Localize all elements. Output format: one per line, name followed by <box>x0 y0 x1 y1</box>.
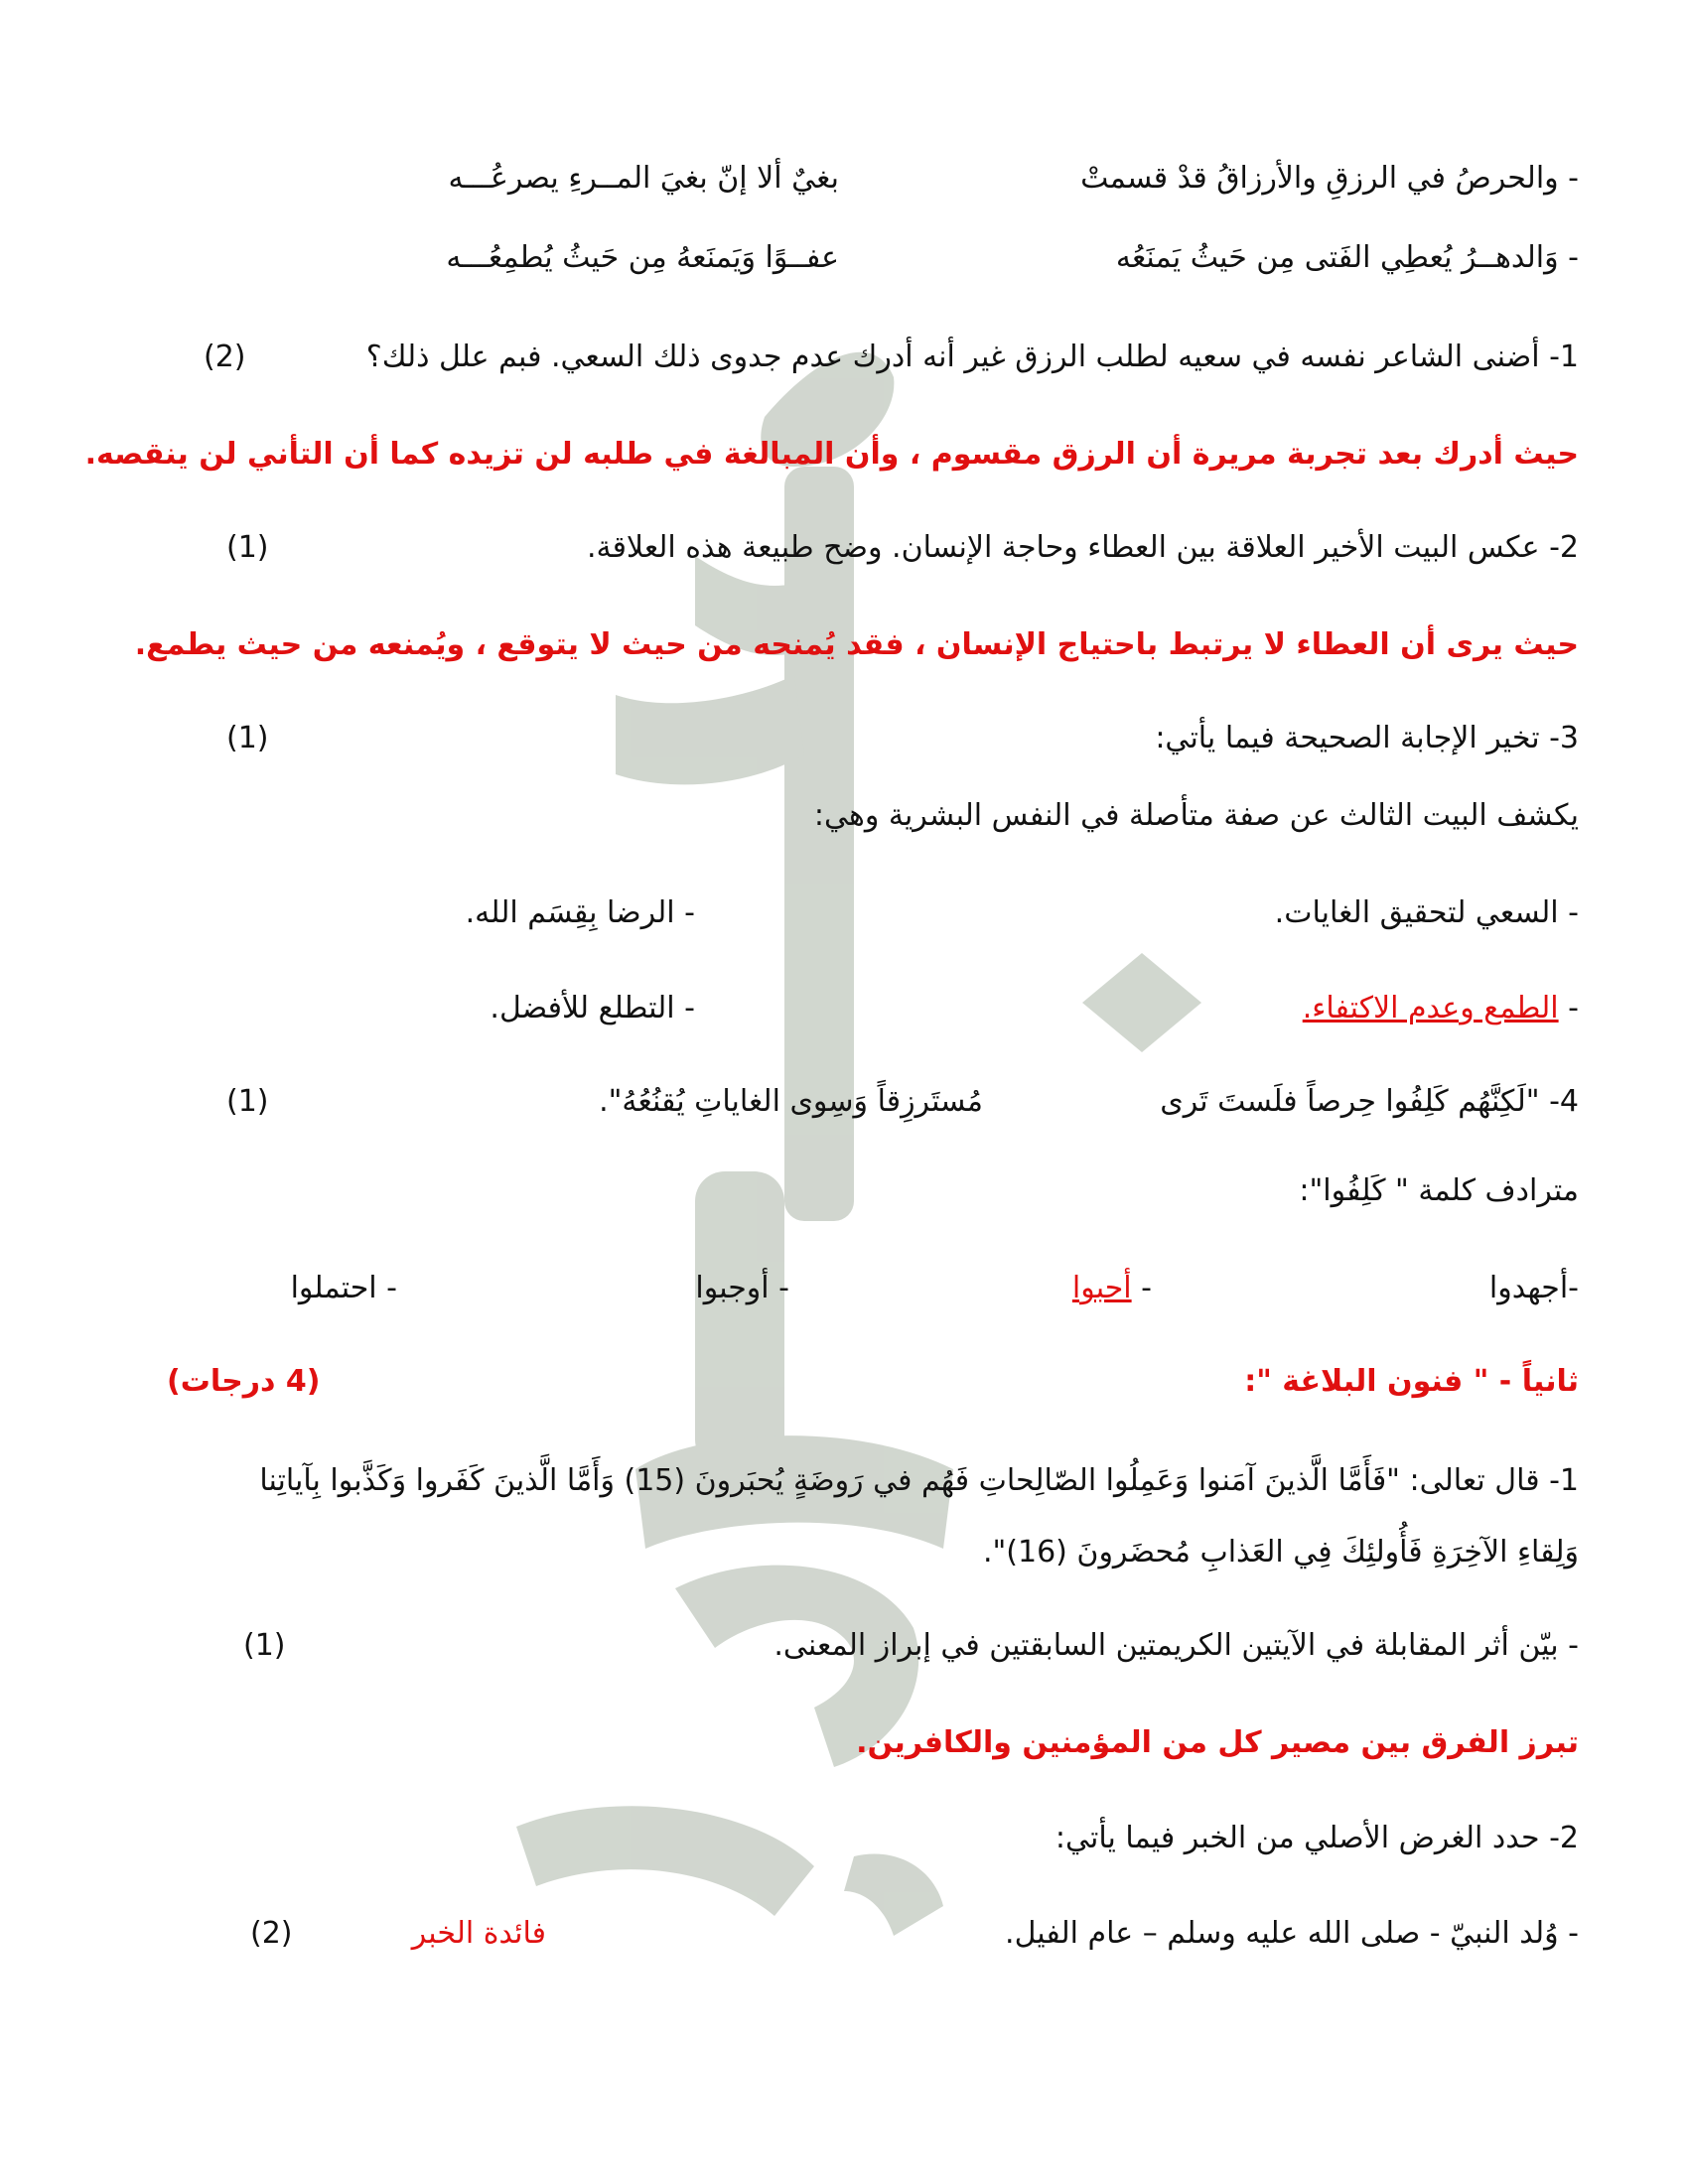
question-4-option-4: - احتملوا <box>290 1271 397 1305</box>
balagha-2-answer: فائدة الخبر <box>411 1916 546 1951</box>
balagha-1-verse-line1: 1- قال تعالى: "فَأَمَّا الَّذينَ آمَنوا وَعَمِلُوا الصّالِحاتِ فَهُم في رَوضَةٍ يُحبَرونَ (15) وَأَمَّا الَّذينَ كَفَروا وَكَذَّبوا بِآياتِنا <box>259 1463 1579 1498</box>
question-3-option-4: - التطلع للأفضل. <box>490 991 695 1025</box>
question-2-answer: حيث يرى أن العطاء لا يرتبط باحتياج الإنسان ، فقد يُمنحه من حيث لا يتوقع ، ويُمنعه من حيث يطمع. <box>134 627 1579 662</box>
question-2: 2- عكس البيت الأخير العلاقة بين العطاء وحاجة الإنسان. وضح طبيعة هذه العلاقة. <box>586 530 1579 565</box>
option-prefix: - <box>1558 991 1579 1025</box>
option-prefix: - <box>1131 1271 1152 1305</box>
balagha-1-question: - بيّن أثر المقابلة في الآيتين الكريمتين السابقتين في إبراز المعنى. <box>774 1628 1579 1663</box>
balagha-1-answer: تبرز الفرق بين مصير كل من المؤمنين والكافرين. <box>856 1725 1579 1760</box>
question-1: 1- أضنى الشاعر نفسه في سعيه لطلب الرزق غير أنه أدرك عدم جدوى ذلك السعي. فبم علل ذلك؟ <box>365 340 1579 374</box>
poem-line1-left: بغيٌ ألا إنّ بغيَ المــرءِ يصرعُـــه <box>448 161 839 196</box>
question-4-option-2 <box>1072 1267 1152 1310</box>
section-2-title: ثانياً - " فنون البلاغة ": <box>1244 1364 1579 1399</box>
question-4-stem: مترادف كلمة " كَلِفُوا": <box>1299 1173 1579 1208</box>
poem-line1-right: - والحرصُ في الرزقِ والأرزاقُ قدْ قسمتْ <box>1080 161 1579 196</box>
question-4-verse-part2: مُستَرزِقاً وَسِوى الغاياتِ يُقنُعُهُ". <box>599 1084 983 1119</box>
question-3-mark: (1) <box>226 721 269 755</box>
question-3-option-3 <box>1303 987 1579 1030</box>
question-4: 4- "لَكِنَّهُم كَلِفُوا حِرصاً فلَستَ تَرى <box>1160 1084 1579 1119</box>
correct-answer: الطمع وعدم الاكتفاء. <box>1302 991 1559 1025</box>
balagha-1-verse-line2: وَلِقاءِ الآخِرَةِ فَأُولئِكَ فِي العَذابِ مُحضَرونَ (16)". <box>982 1535 1579 1570</box>
question-3-option-2: - الرضا بِقِسَم الله. <box>465 895 695 930</box>
correct-answer: أحبوا <box>1071 1271 1132 1305</box>
question-3-option-1: - السعي لتحقيق الغايات. <box>1274 895 1579 930</box>
question-3-stem: يكشف البيت الثالث عن صفة متأصلة في النفس البشرية وهي: <box>813 798 1579 833</box>
section-2-marks: (4 درجات) <box>167 1364 321 1399</box>
question-3: 3- تخير الإجابة الصحيحة فيما يأتي: <box>1155 721 1579 755</box>
question-1-mark: (2) <box>204 340 246 374</box>
question-1-answer: حيث أدرك بعد تجربة مريرة أن الرزق مقسوم ، وأن المبالغة في طلبه لن تزيده كما أن التأني لن ينقصه. <box>84 437 1579 472</box>
question-4-option-1: -أجهدوا <box>1488 1271 1579 1305</box>
balagha-2-item: - وُلد النبيّ - صلى الله عليه وسلم – عام الفيل. <box>1005 1916 1579 1951</box>
question-4-mark: (1) <box>226 1084 269 1119</box>
question-4-option-3: - أوجبوا <box>695 1271 789 1305</box>
poem-line2-right: - وَالدهــرُ يُعطِي الفَتى مِن حَيثُ يَمنَعُه <box>1115 240 1579 275</box>
balagha-2-question: 2- حدد الغرض الأصلي من الخبر فيما يأتي: <box>1055 1821 1579 1855</box>
question-2-mark: (1) <box>226 530 269 565</box>
balagha-1-mark: (1) <box>243 1628 286 1663</box>
balagha-2-mark: (2) <box>250 1916 293 1951</box>
poem-line2-left: عفــوًا وَيَمنَعهُ مِن حَيثُ يُطمِعُـــه <box>446 240 839 275</box>
